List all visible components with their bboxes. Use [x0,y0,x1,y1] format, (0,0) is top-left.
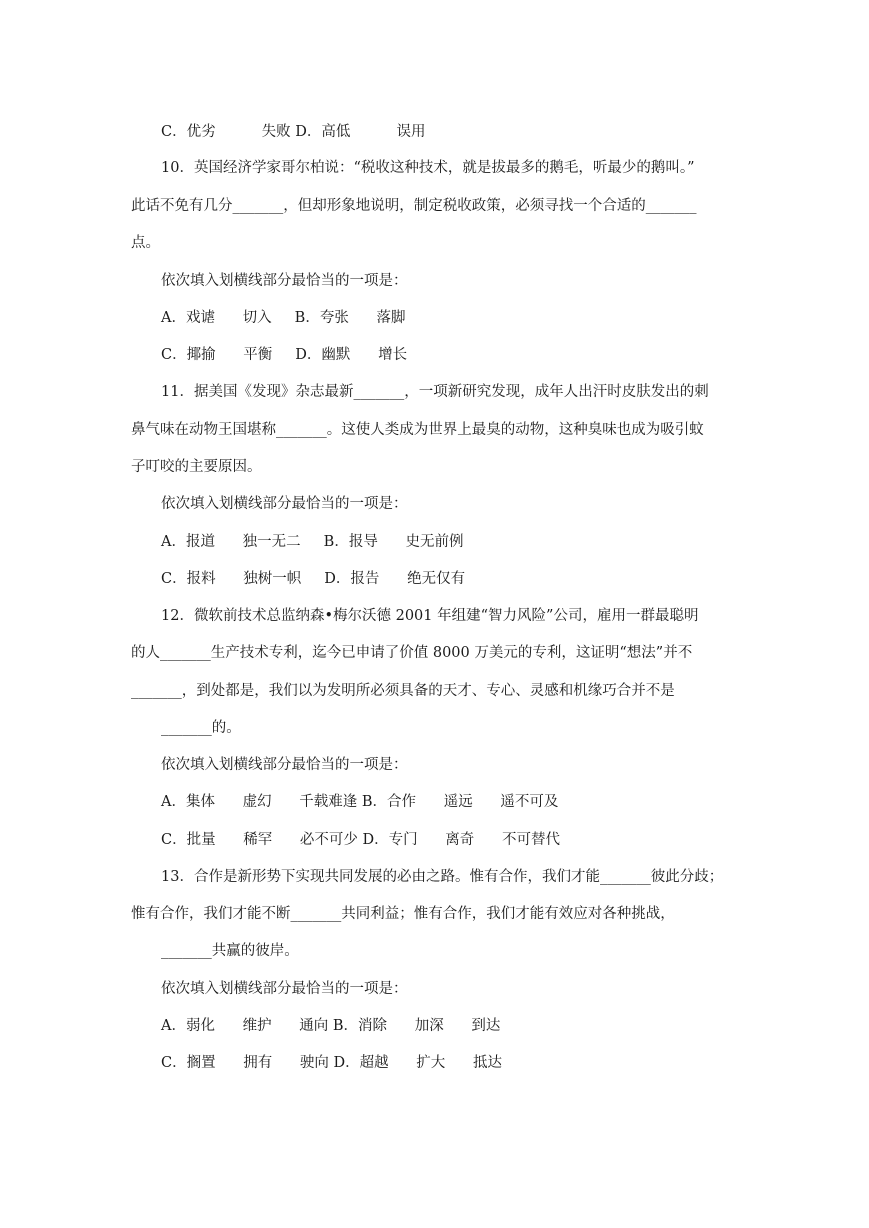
option-row-a-b-q13: A．弱化 维护 通向 B．消除 加深 到达 [161,1018,501,1034]
question-13-line-1: 13．合作是新形势下实现共同发展的必由之路。惟有合作，我们才能_______彼此分歧； [161,869,724,885]
option-row-c-d-q12: C．批量 稀罕 必不可少 D．专门 离奇 不可替代 [161,832,560,848]
question-10-line-1: 10．英国经济学家哥尔柏说：“税收这种技术，就是拔最多的鹅毛，听最少的鹅叫。” [161,160,695,176]
question-13-line-2: 惟有合作，我们才能不断_______共同利益；惟有合作，我们才能有效应对各种挑战， [131,906,675,922]
question-11-line-3: 子叮咬的主要原因。 [131,459,262,475]
option-row-c-d-q11: C．报料 独树一帜 D．报告 绝无仅有 [161,571,466,587]
question-10-line-2: 此话不免有几分_______，但却形象地说明，制定税收政策，必须寻找一个合适的_______ [131,198,697,214]
question-11-line-2: 鼻气味在动物王国堪称_______。这使人类成为世界上最臭的动物，这种臭味也成为吸引蚊 [131,422,704,438]
question-11-line-1: 11．据美国《发现》杂志最新_______，一项新研究发现，成年人出汗时皮肤发出的刺 [161,384,709,400]
question-13-instruction: 依次填入划横线部分最恰当的一项是： [161,981,408,997]
question-12-line-1: 12．微软前技术总监纳森•梅尔沃德 2001 年组建“智力风险”公司，雇用一群最聪明 [161,608,699,624]
option-row-a-b-q10: A．戏谑 切入 B．夸张 落脚 [161,310,406,326]
question-11-instruction: 依次填入划横线部分最恰当的一项是： [161,496,408,512]
question-12-instruction: 依次填入划横线部分最恰当的一项是： [161,757,408,773]
question-12-line-3: _______，到处都是，我们以为发明所必须具备的天才、专心、灵感和机缘巧合并不是 [131,683,675,699]
option-row-a-b-q12: A．集体 虚幻 千载难逢 B．合作 遥远 遥不可及 [161,794,559,810]
question-12-line-4: _______的。 [161,720,241,736]
question-10-instruction: 依次填入划横线部分最恰当的一项是： [161,273,408,289]
question-13-line-3: _______共赢的彼岸。 [161,943,299,959]
question-12-line-2: 的人_______生产技术专利，迄今已申请了价值 8000 万美元的专利，这证明“想法”并不 [131,645,693,661]
option-row-c-d-q13: C．搁置 拥有 驶向 D．超越 扩大 抵达 [161,1055,502,1071]
question-10-line-3: 点。 [131,235,160,251]
option-row-a-b-q11: A．报道 独一无二 B．报导 史无前例 [161,534,464,550]
option-row-c-d-q9: C．优劣 失败 D．高低 误用 [161,124,426,140]
option-row-c-d-q10: C．揶揄 平衡 D．幽默 增长 [161,347,408,363]
